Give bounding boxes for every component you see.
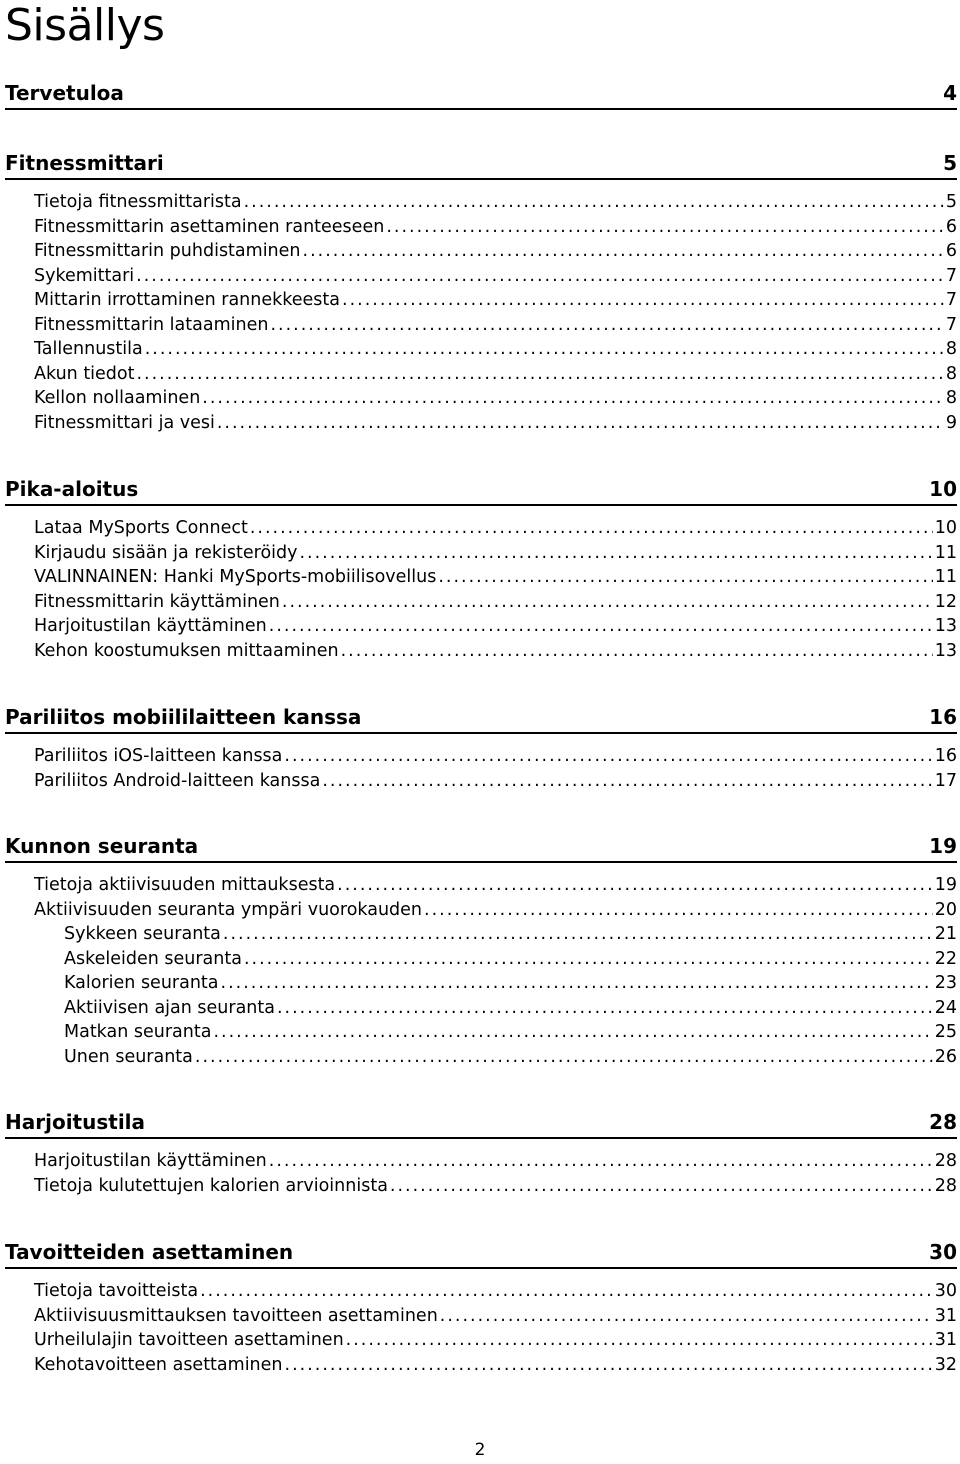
dot-leader [284, 744, 932, 769]
toc-entry-page: 26 [934, 1046, 957, 1067]
dot-leader [250, 516, 933, 541]
toc-entry-page: 23 [934, 973, 957, 993]
section-title: Kunnon seuranta [5, 834, 199, 858]
page-title: Sisällys [5, 0, 165, 51]
toc-entry-page: 28 [934, 1151, 957, 1171]
toc-entry-page: 13 [934, 640, 957, 661]
toc-entry[interactable] [5, 239, 957, 264]
toc-entry-page: 11 [934, 542, 957, 563]
toc-entry-label: Matkan seuranta [64, 1022, 212, 1042]
toc-entry-page: 13 [934, 616, 957, 636]
toc-section-heading[interactable] [5, 1235, 957, 1269]
section-title: Pika-aloitus [5, 477, 139, 501]
toc-entry-label: Tietoja tavoitteista [34, 1281, 199, 1301]
toc-entry-label: Unen seuranta [64, 1046, 193, 1067]
toc-section [5, 1105, 957, 1198]
toc-section [5, 1235, 957, 1377]
dot-leader [337, 873, 933, 898]
toc-entry-page: 25 [934, 1022, 957, 1042]
toc-section [5, 472, 957, 663]
toc-section-heading[interactable] [5, 700, 957, 734]
dot-leader [221, 971, 933, 996]
toc-entry-page: 22 [934, 948, 957, 969]
toc-entry[interactable] [5, 541, 957, 566]
toc-entry-page: 6 [945, 216, 957, 237]
toc-entry-page: 7 [945, 265, 957, 286]
toc-entry-page: 5 [945, 192, 957, 212]
toc-entry-label: Sykemittari [34, 265, 135, 286]
toc-entry-label: Fitnessmittari ja vesi [34, 412, 215, 433]
toc-entry[interactable] [5, 313, 957, 338]
toc-entry-label: Sykkeen seuranta [64, 924, 221, 944]
dot-leader [342, 288, 944, 313]
toc-entry-page: 8 [945, 388, 957, 408]
toc-entry[interactable] [5, 264, 957, 289]
toc-entry-page: 9 [945, 412, 957, 433]
dot-leader [217, 411, 944, 436]
section-page: 10 [929, 477, 957, 501]
toc-section-heading[interactable] [5, 76, 957, 110]
toc-entry-page: 8 [945, 363, 957, 384]
toc-entry-label: VALINNAINEN: Hanki MySports-mobiilisovellus [34, 567, 437, 587]
toc-entry-label: Urheilulajin tavoitteen asettaminen [34, 1330, 344, 1350]
toc-entry-page: 28 [934, 1175, 957, 1196]
dot-leader [440, 1304, 933, 1329]
section-page: 4 [943, 81, 957, 105]
toc-entry[interactable] [5, 362, 957, 387]
toc-entry-page: 16 [934, 746, 957, 766]
toc-entry-page: 12 [934, 591, 957, 612]
dot-leader [269, 614, 933, 639]
toc-entry-label: Fitnessmittarin puhdistaminen [34, 241, 301, 261]
toc-entry-page: 21 [934, 924, 957, 944]
toc-section-heading[interactable] [5, 829, 957, 863]
toc-entry-list [5, 873, 957, 1069]
toc-entry-page: 7 [945, 314, 957, 335]
dot-leader [213, 1020, 932, 1045]
dot-leader [202, 386, 944, 411]
toc-entry[interactable] [5, 873, 957, 898]
toc-entry-label: Kalorien seuranta [64, 973, 219, 993]
section-page: 5 [943, 151, 957, 175]
toc-entry[interactable] [5, 1149, 957, 1174]
section-page: 28 [929, 1110, 957, 1134]
dot-leader [386, 215, 944, 240]
toc-entry[interactable] [5, 744, 957, 769]
dot-leader [244, 947, 933, 972]
dot-leader [299, 541, 932, 566]
section-page: 19 [929, 834, 957, 858]
toc-entry-label: Aktiivisuusmittauksen tavoitteen asettaminen [34, 1305, 438, 1326]
dot-leader [341, 639, 933, 664]
toc-entry-list [5, 516, 957, 663]
toc-entry-label: Aktiivisuuden seuranta ympäri vuorokauden [34, 899, 423, 920]
toc-entry-label: Harjoitustilan käyttäminen [34, 1151, 267, 1171]
toc-entry-label: Kirjaudu sisään ja rekisteröidy [34, 542, 298, 563]
toc-entry[interactable] [5, 996, 957, 1021]
toc-entry-page: 24 [934, 997, 957, 1018]
toc-entry-page: 10 [934, 518, 957, 538]
toc-entry-label: Tietoja kulutettujen kalorien arvioinnista [34, 1175, 388, 1196]
section-title: Fitnessmittari [5, 151, 164, 175]
toc-entry-page: 8 [945, 339, 957, 359]
toc-entry-label: Fitnessmittarin käyttäminen [34, 591, 280, 612]
toc-entry-label: Mittarin irrottaminen rannekkeesta [34, 290, 341, 310]
toc-entry[interactable] [5, 288, 957, 313]
toc-entry-label: Pariliitos iOS-laitteen kanssa [34, 746, 283, 766]
toc-entry-page: 20 [934, 899, 957, 920]
toc-entry[interactable] [5, 565, 957, 590]
toc-entry[interactable] [5, 1328, 957, 1353]
toc-entry[interactable] [5, 386, 957, 411]
toc-entry[interactable] [5, 614, 957, 639]
toc-entry-label: Harjoitustilan käyttäminen [34, 616, 267, 636]
toc-entry-label: Tietoja fitnessmittarista [34, 192, 242, 212]
toc-entry[interactable] [5, 898, 957, 923]
toc-entry[interactable] [5, 1279, 957, 1304]
toc-entry[interactable] [5, 971, 957, 996]
toc-section [5, 700, 957, 793]
toc-entry[interactable] [5, 411, 957, 436]
toc-section [5, 76, 957, 110]
toc-entry-list [5, 190, 957, 435]
dot-leader [322, 769, 932, 794]
section-title: Harjoitustila [5, 1110, 146, 1134]
dot-leader [438, 565, 932, 590]
toc-entry-list [5, 744, 957, 793]
dot-leader [136, 264, 944, 289]
section-page: 30 [929, 1240, 957, 1264]
toc-entry-label: Tallennustila [34, 339, 143, 359]
dot-leader [424, 898, 933, 923]
toc-entry[interactable] [5, 922, 957, 947]
toc-entry-list [5, 1279, 957, 1377]
dot-leader [145, 337, 944, 362]
toc-entry[interactable] [5, 1020, 957, 1045]
dot-leader [270, 313, 943, 338]
toc-entry-page: 31 [934, 1330, 957, 1350]
toc-section-heading[interactable] [5, 146, 957, 180]
toc-entry[interactable] [5, 1045, 957, 1070]
toc-entry-page: 7 [945, 290, 957, 310]
dot-leader [136, 362, 943, 387]
dot-leader [200, 1279, 933, 1304]
toc-entry[interactable] [5, 769, 957, 794]
dot-leader [195, 1045, 933, 1070]
toc-entry-page: 32 [934, 1354, 957, 1375]
toc-section-heading[interactable] [5, 472, 957, 506]
dot-leader [223, 922, 933, 947]
dot-leader [285, 1353, 933, 1378]
toc-entry[interactable] [5, 1174, 957, 1199]
toc-entry-page: 11 [934, 567, 957, 587]
dot-leader [282, 590, 933, 615]
toc-section-heading[interactable] [5, 1105, 957, 1139]
toc-entry[interactable] [5, 947, 957, 972]
toc-entry-page: 19 [934, 875, 957, 895]
toc-entry-list [5, 1149, 957, 1198]
toc-entry[interactable] [5, 516, 957, 541]
dot-leader [303, 239, 944, 264]
toc-entry-label: Askeleiden seuranta [64, 948, 242, 969]
toc-entry-label: Lataa MySports Connect [34, 518, 248, 538]
toc-entry[interactable] [5, 215, 957, 240]
page-number: 2 [474, 1440, 486, 1460]
toc-entry-page: 30 [934, 1281, 957, 1301]
dot-leader [269, 1149, 933, 1174]
toc-entry[interactable] [5, 639, 957, 664]
section-title: Pariliitos mobiililaitteen kanssa [5, 705, 362, 729]
toc-entry[interactable] [5, 190, 957, 215]
toc-entry-label: Fitnessmittarin asettaminen ranteeseen [34, 216, 385, 237]
toc-entry[interactable] [5, 1304, 957, 1329]
section-page: 16 [929, 705, 957, 729]
toc-entry-label: Aktiivisen ajan seuranta [64, 997, 275, 1018]
toc-entry-label: Tietoja aktiivisuuden mittauksesta [34, 875, 336, 895]
section-title: Tervetuloa [5, 81, 124, 105]
toc-section [5, 829, 957, 1069]
dot-leader [346, 1328, 933, 1353]
dot-leader [244, 190, 944, 215]
toc-entry-label: Kehotavoitteen asettaminen [34, 1354, 283, 1375]
toc-entry[interactable] [5, 1353, 957, 1378]
dot-leader [390, 1174, 933, 1199]
toc-entry-label: Pariliitos Android-laitteen kanssa [34, 770, 321, 791]
toc-entry-page: 6 [945, 241, 957, 261]
toc-entry[interactable] [5, 590, 957, 615]
toc-entry[interactable] [5, 337, 957, 362]
toc-entry-page: 17 [934, 770, 957, 791]
toc-entry-label: Kellon nollaaminen [34, 388, 201, 408]
dot-leader [277, 996, 933, 1021]
toc-entry-label: Akun tiedot [34, 363, 135, 384]
toc-entry-label: Fitnessmittarin lataaminen [34, 314, 269, 335]
toc-section [5, 146, 957, 435]
section-title: Tavoitteiden asettaminen [5, 1240, 294, 1264]
toc-entry-label: Kehon koostumuksen mittaaminen [34, 640, 339, 661]
toc-entry-page: 31 [934, 1305, 957, 1326]
